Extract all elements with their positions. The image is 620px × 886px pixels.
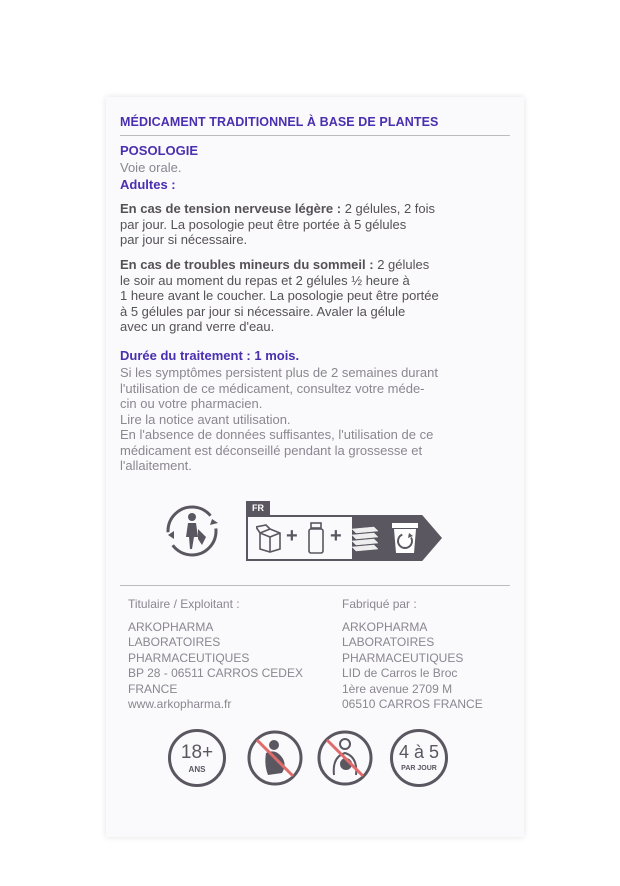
tension-line2: par jour. La posologie peut être portée à 5 gélules <box>120 216 407 232</box>
header-title: MÉDICAMENT TRADITIONNEL À BASE DE PLANTES <box>120 115 439 129</box>
fabrique-label: Fabriqué par : <box>342 597 417 611</box>
triman-recycle-block <box>246 501 442 565</box>
duree-line: Si les symptômes persistent plus de 2 semaines durant <box>120 365 438 380</box>
duree-title: Durée du traitement : 1 mois. <box>120 348 300 363</box>
sommeil-line2: le soir au moment du repas et 2 gélules ½ heure à <box>120 272 410 288</box>
label-card <box>106 97 524 837</box>
fabrique-block <box>342 597 483 713</box>
age-badge <box>168 729 226 787</box>
sommeil-paragraph <box>120 257 512 335</box>
plus-icon: + <box>286 525 298 547</box>
age-unit: ANS <box>188 765 206 774</box>
sommeil-line3: 1 heure avant le coucher. La posologie peut être portée <box>120 288 439 303</box>
tension-paragraph <box>120 201 512 248</box>
paper-stack-icon <box>350 523 380 553</box>
tension-line1: 2 gélules, 2 fois <box>341 201 436 216</box>
titulaire-line: LABORATOIRES <box>128 635 221 649</box>
fabrique-line: 06510 CARROS FRANCE <box>342 697 483 711</box>
titulaire-line: PHARMACEUTIQUES <box>128 650 250 665</box>
duree-line: l'utilisation de ce médicament, consultez votre méde- <box>120 380 425 396</box>
recycle-bin-icon <box>388 519 422 557</box>
sommeil-line4: à 5 gélules par jour si nécessaire. Avaler la gélule <box>120 303 406 319</box>
fabrique-line: 1ère avenue 2709 M <box>342 681 453 696</box>
duree-line: En l'absence de données suffisantes, l'utilisation de ce <box>120 427 434 442</box>
fabrique-line: PHARMACEUTIQUES <box>342 650 464 665</box>
titulaire-line: BP 28 - 06511 CARROS CEDEX <box>128 666 303 680</box>
divider <box>120 585 510 586</box>
voie-text: Voie orale. <box>120 160 182 175</box>
dose-unit: PAR JOUR <box>401 765 437 772</box>
duree-line: Lire la notice avant utilisation. <box>120 411 291 427</box>
sommeil-line1: 2 gélules <box>373 257 430 272</box>
pill-bottle-icon <box>306 521 326 555</box>
tension-line3: par jour si nécessaire. <box>120 232 248 247</box>
fabrique-line: ARKOPHARMA <box>342 619 428 634</box>
duree-text <box>120 365 512 474</box>
no-breastfeeding-icon <box>316 729 374 787</box>
recycle-person-icon <box>162 501 222 561</box>
adultes-label: Adultes : <box>120 177 176 192</box>
posologie-title: POSOLOGIE <box>120 143 199 158</box>
fabrique-line: LID de Carros le Broc <box>342 666 458 680</box>
titulaire-label: Titulaire / Exploitant : <box>128 597 240 611</box>
divider <box>120 135 510 136</box>
sommeil-lead: En cas de troubles mineurs du sommeil : <box>120 257 374 272</box>
country-tag: FR <box>246 501 270 515</box>
no-pregnancy-icon <box>246 729 304 787</box>
duree-line: cin ou votre pharmacien. <box>120 396 263 411</box>
titulaire-line: FRANCE <box>128 681 178 696</box>
fabrique-line: LABORATOIRES <box>342 635 435 649</box>
box-icon <box>256 523 284 553</box>
tension-lead: En cas de tension nerveuse légère : <box>120 201 342 216</box>
titulaire-website: www.arkopharma.fr <box>128 697 232 711</box>
titulaire-block <box>128 597 303 713</box>
plus-icon: + <box>330 525 342 547</box>
age-value: 18+ <box>180 742 214 763</box>
duree-line: l'allaitement. <box>120 458 192 473</box>
dose-badge <box>390 729 448 787</box>
sommeil-line5: avec un grand verre d'eau. <box>120 319 275 334</box>
dose-value: 4 à 5 <box>398 742 440 762</box>
titulaire-line: ARKOPHARMA <box>128 619 214 634</box>
duree-line: médicament est déconseillé pendant la grossesse et <box>120 442 423 458</box>
